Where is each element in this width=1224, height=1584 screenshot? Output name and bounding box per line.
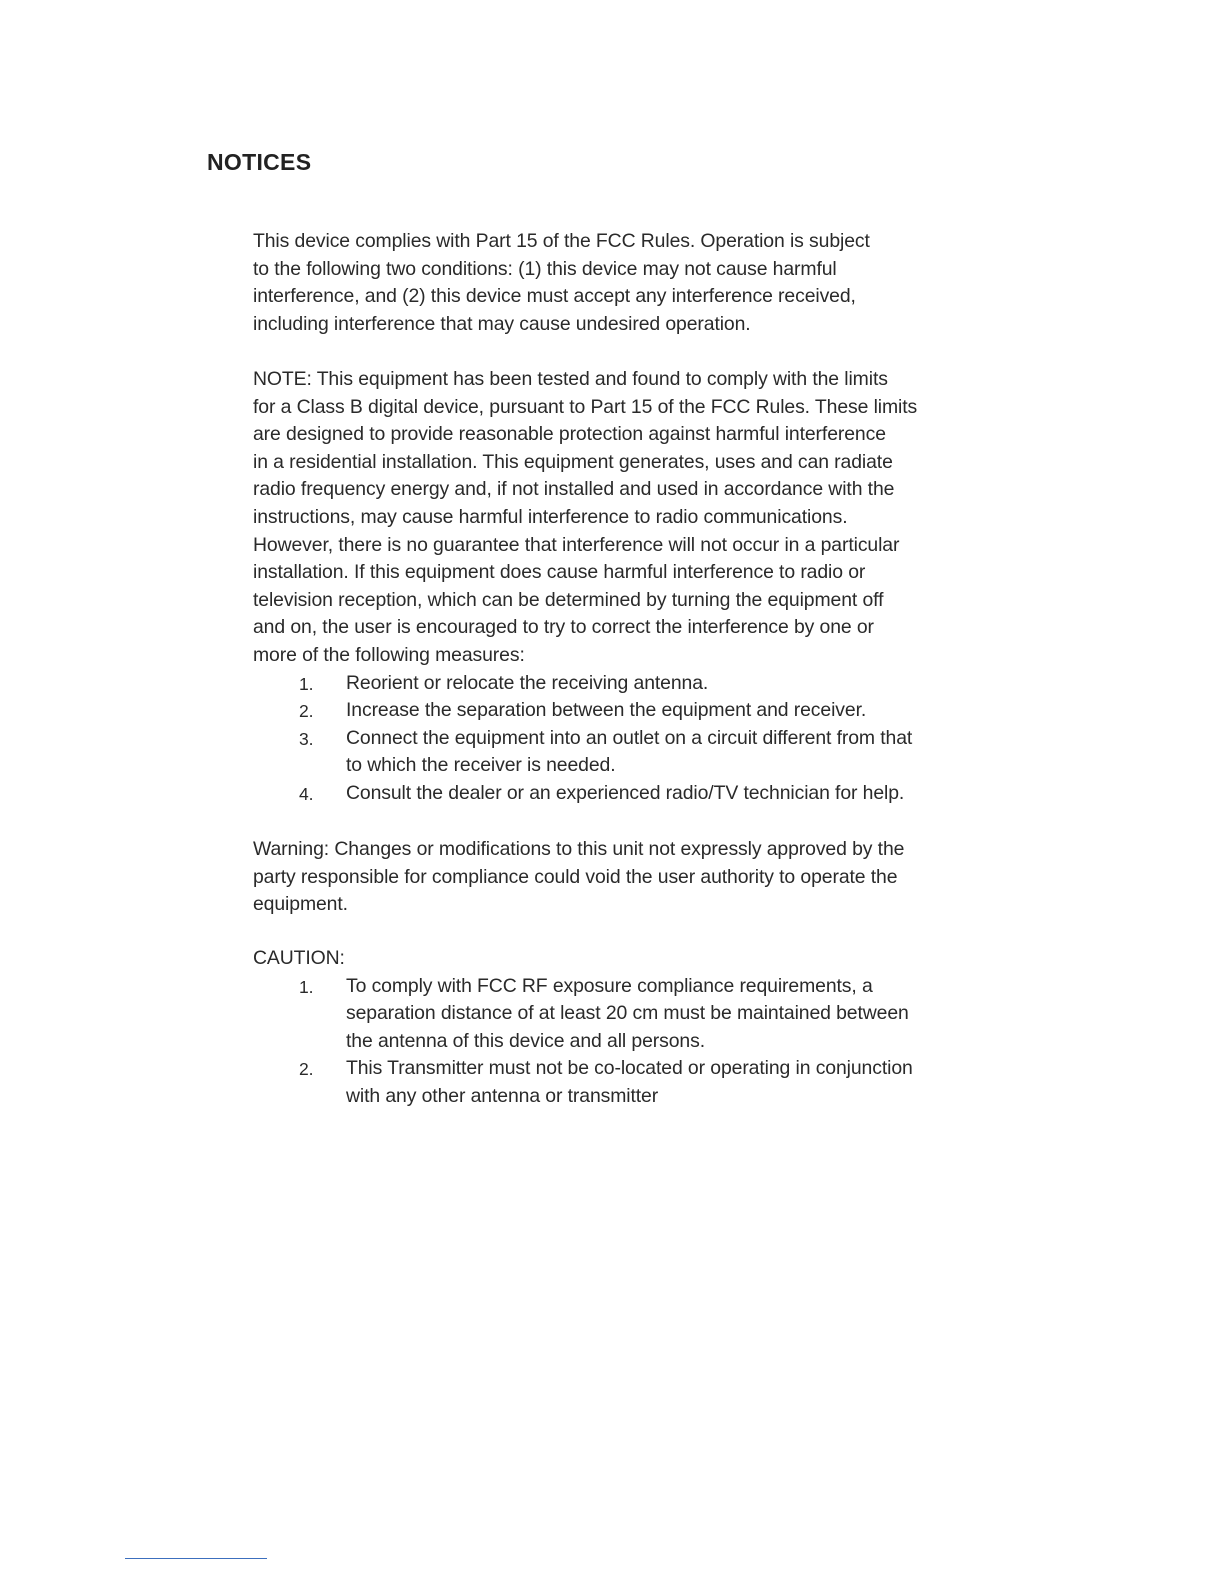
list-item [253,973,993,1056]
text-line: television reception, which can be determined by turning the equipment off [253,588,884,611]
text-line: including interference that may cause undesired operation. [253,312,751,335]
text-line: separation distance of at least 20 cm must be maintained between [346,1002,909,1025]
text-line: for a Class B digital device, pursuant to Part 15 of the FCC Rules. These limits [253,395,918,418]
note-section [253,366,993,808]
list-number: 4. [299,783,314,804]
list-number: 2. [299,1059,314,1080]
warning-paragraph [253,836,993,919]
list-item [253,1055,993,1110]
list-item [253,780,993,808]
text-line: equipment. [253,893,348,916]
list-item [253,725,993,780]
list-number: 1. [299,976,314,997]
footnote-divider [125,1558,267,1559]
text-line: Connect the equipment into an outlet on a circuit different from that [346,726,913,749]
text-line: Consult the dealer or an experienced radio/TV technician for help. [346,781,905,804]
text-line: To comply with FCC RF exposure compliance requirements, a [346,974,873,997]
text-line: However, there is no guarantee that interference will not occur in a particular [253,533,900,556]
text-line: party responsible for compliance could void the user authority to operate the [253,865,898,888]
text-line: Reorient or relocate the receiving antenna. [346,671,709,694]
text-line: instructions, may cause harmful interference to radio communications. [253,505,848,528]
list-number: 1. [299,673,314,694]
caution-heading: CAUTION: [253,947,345,969]
caution-section [253,945,993,1111]
text-line: and on, the user is encouraged to try to correct the interference by one or [253,616,874,639]
page-title: NOTICES [207,149,312,175]
text-line: installation. If this equipment does cause harmful interference to radio or [253,561,866,584]
text-line: NOTE: This equipment has been tested and found to comply with the limits [253,368,888,390]
text-line: to the following two conditions: (1) this device may not cause harmful [253,257,837,280]
text-line: with any other antenna or transmitter [346,1084,659,1107]
list-item [253,670,993,698]
list-item [253,697,993,725]
list-number: 3. [299,728,314,749]
text-line: radio frequency energy and, if not installed and used in accordance with the [253,478,895,501]
text-line: This Transmitter must not be co-located or operating in conjunction [346,1057,913,1080]
text-line: Warning: Changes or modifications to this unit not expressly approved by the [253,838,905,860]
text-line: Increase the separation between the equipment and receiver. [346,699,867,722]
caution-list [253,973,993,1111]
list-number: 2. [299,701,314,722]
compliance-paragraph [253,228,993,338]
text-line: the antenna of this device and all persons. [346,1029,705,1052]
text-line: are designed to provide reasonable protection against harmful interference [253,423,886,446]
text-line: This device complies with Part 15 of the FCC Rules. Operation is subject [253,230,870,252]
text-line: interference, and (2) this device must accept any interference received, [253,285,856,308]
text-line: in a residential installation. This equipment generates, uses and can radiate [253,450,893,473]
measures-list [253,670,993,808]
text-line: more of the following measures: [253,643,525,666]
text-line: to which the receiver is needed. [346,754,616,777]
note-paragraph [253,366,993,670]
